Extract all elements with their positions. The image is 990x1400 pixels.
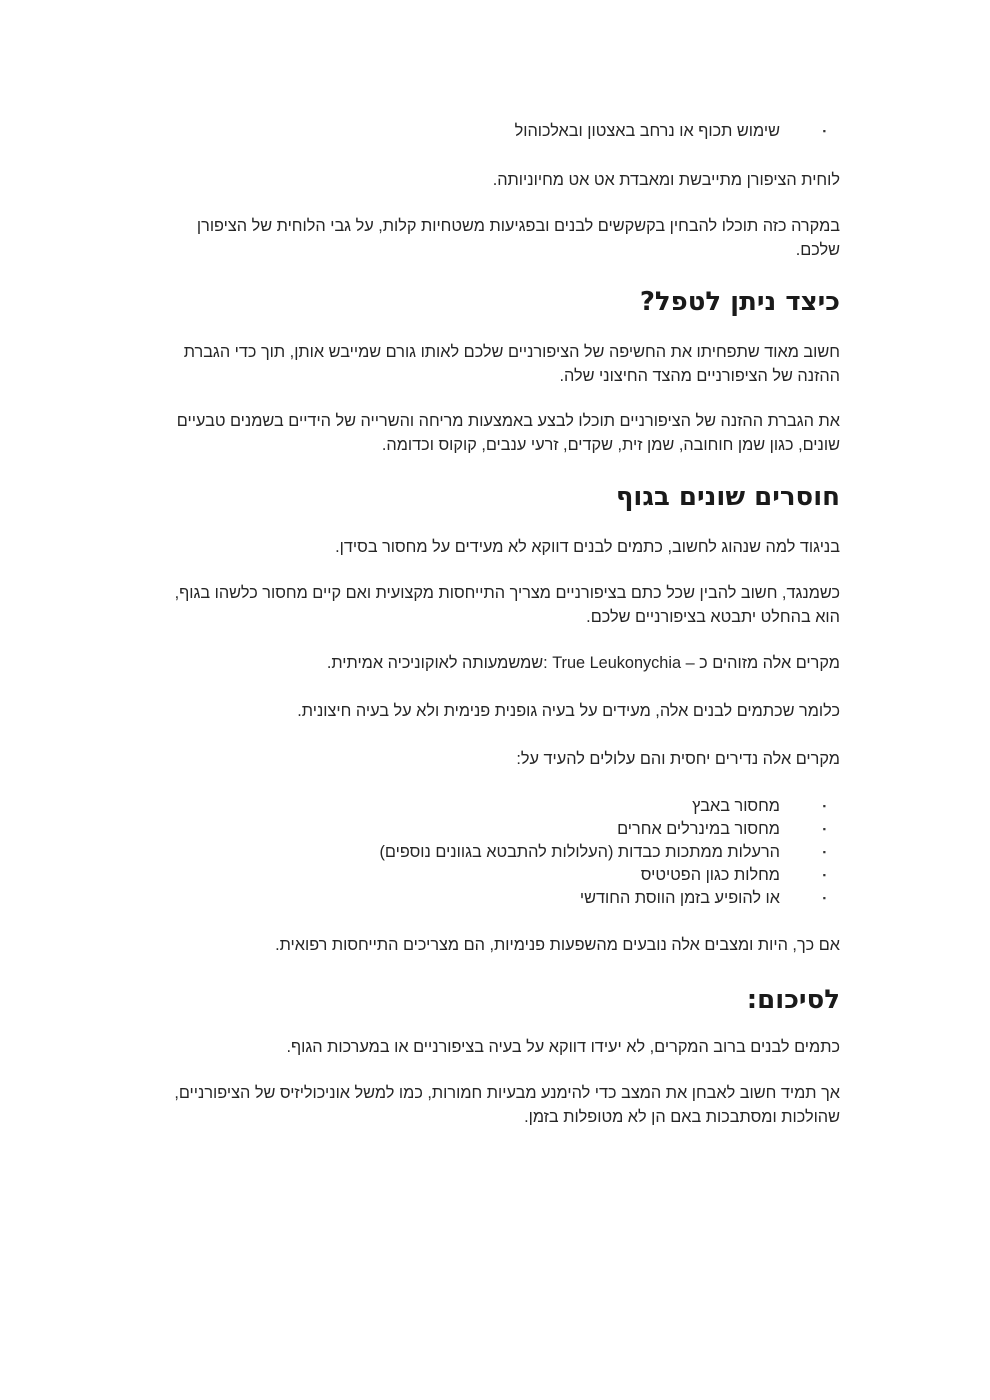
paragraph-oils: את הגברת ההזנה של הציפורניים תוכלו לבצע באמצעות מריחה והשרייה של הידיים בשמנים טבעיים שונים, כגון שמן חוחובה, שמן זית, שקדים, זרעי ענבים, קוקוס וכדומה. [176,412,840,454]
paragraph-internal: כלומר שכתמים לבנים אלה, מעידים על בעיה גופנית פנימית ולא על בעיה חיצונית. [297,702,840,720]
list-item [165,795,840,818]
paragraph-professional: כשמנגד, חשוב להבין שכל כתם בציפורניים מצריך התייחסות מקצועית ואם קיים מחסור כלשהו בגוף, הוא בהחלט יתבטא בציפורניים שלכם. [174,584,840,626]
square-bullet-icon: ▪ [822,824,826,834]
paragraph-summary-2: אך תמיד חשוב לאבחן את המצב כדי להימנע מבעיות חמורות, כמו למשל אוניכוליזיס של הציפורניים, שהולכות ומסתבכות באם הן לא מטופלות בזמן. [174,1084,840,1126]
top-bullet-list [165,120,840,143]
square-bullet-icon: ▪ [822,801,826,811]
true-leukonychia-suffix: :שמשמעותה לאוקוניכיה אמיתית. [326,654,548,672]
heading-treatment: כיצד ניתן לטפל? [639,287,840,317]
true-leukonychia-prefix: מקרים אלה מזוהים כ – [685,654,840,672]
paragraph-medical: אם כך, היות ומצבים אלה נובעים מהשפעות פנימיות, הם מצריכים התייחסות רפואית. [275,936,840,954]
paragraph-rare: מקרים אלה נדירים יחסית והם עלולים להעיד על: [516,750,840,768]
list-item-text: מחסור באבץ [692,797,780,815]
paragraph-calcium: בניגוד למה שנהוג לחשוב, כתמים לבנים דווקא לא מעידים על מחסור בסידן. [335,538,840,556]
heading-summary: לסיכום: [746,985,840,1015]
paragraph-dry-plate: לוחית הציפורן מתייבשת ומאבדת אט אט מחיוניותה. [492,171,840,189]
list-item [165,841,840,864]
list-item-text: מחסור במינרלים אחרים [617,820,780,838]
list-item [165,864,840,887]
square-bullet-icon: ▪ [822,847,826,857]
list-item-text: או להופיע בזמן הווסת החודשי [579,889,780,907]
list-item [165,887,840,910]
list-item [165,120,840,143]
square-bullet-icon: ▪ [822,126,826,136]
square-bullet-icon: ▪ [822,893,826,903]
square-bullet-icon: ▪ [822,870,826,880]
list-item-text: שימוש תכוף או נרחב באצטון ובאלכוהול [514,122,780,140]
causes-bullet-list [165,795,840,910]
paragraph-true-leukonychia [165,651,840,675]
paragraph-cracks: במקרה כזה תוכלו להבחין בקשקשים לבנים ובפגיעות משטחיות קלות, על גבי הלוחית של הציפורן שלכם. [196,217,840,259]
list-item-text: הרעלות ממתכות כבדות (העלולות להתבטא בגוונים נוספים) [379,843,780,861]
list-item-text: מחלות כגון הפטיטיס [640,866,780,884]
list-item [165,818,840,841]
paragraph-reduce-exposure: חשוב מאוד שתפחיתו את החשיפה של הציפורניים שלכם לאותו גורם שמייבש אותן, תוך כדי הגברת ההזנה של הציפורניים מהצד החיצוני שלה. [183,343,840,385]
heading-deficiencies: חוסרים שונים בגוף [615,482,840,512]
true-leukonychia-term: True Leukonychia [552,654,682,672]
paragraph-summary-1: כתמים לבנים ברוב המקרים, לא יעידו דווקא על בעיה בציפורניים או במערכות הגוף. [286,1038,840,1056]
